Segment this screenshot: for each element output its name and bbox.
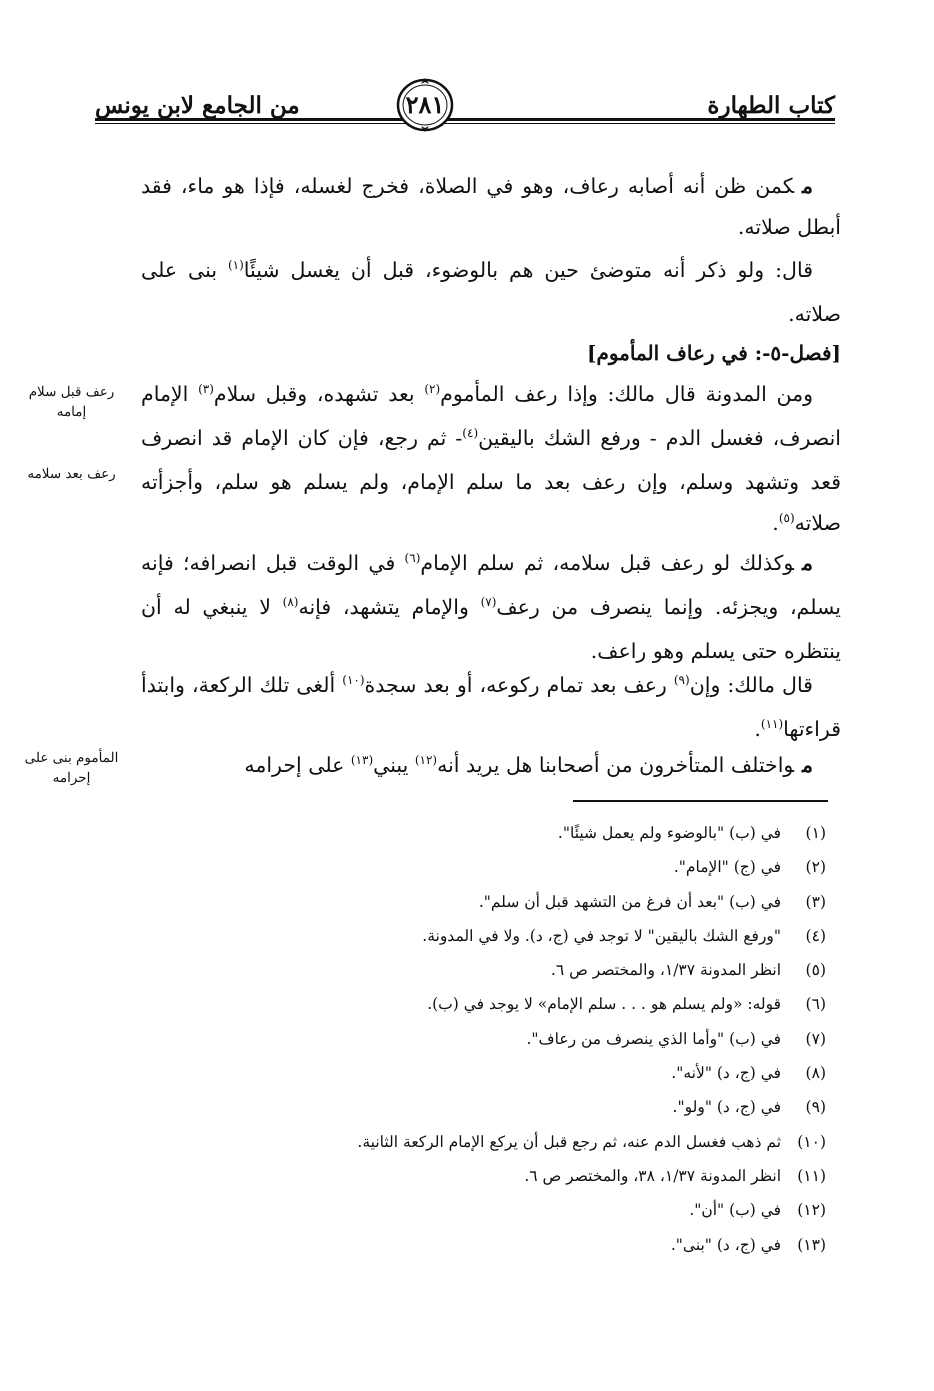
paragraph-text: الإمام انصرف، فغسل الدم - ورفع الشك باليقين	[141, 382, 841, 450]
footnote-number: (٤)	[805, 926, 826, 945]
paragraph-mark: م	[802, 551, 813, 575]
footnote-item	[266, 1228, 826, 1262]
paragraph-text: رعف بعد تمام ركوعه، أو بعد سجدة	[364, 673, 674, 697]
paragraph-text: والإمام يتشهد، فإنه	[298, 595, 481, 619]
paragraph-text: .	[772, 511, 779, 535]
footnote-text: في (ب) "وأما الذي ينصرف من رعاف".	[526, 1029, 782, 1048]
paragraph-6	[141, 745, 841, 789]
footnote-number: (٥)	[805, 961, 826, 980]
footnote-item	[266, 885, 826, 919]
footnote-ref: (١١)	[760, 717, 784, 731]
footnote-number: (١١)	[797, 1166, 826, 1185]
footnote-number: (١٣)	[797, 1235, 826, 1254]
footnote-item	[266, 953, 826, 987]
paragraph-text: - ثم رجع، فإن كان الإمام قد انصرف قعد وتشهد وسلم، وإن رعف بعد ما سلم الإمام، ولم يسلم هو سلم، وأجزأته صلاته	[141, 426, 841, 535]
footnote-ref: (٥)	[778, 511, 795, 525]
footnote-ref: (٨)	[282, 595, 299, 609]
footnote-text: انظر المدونة ١/٣٧، ٣٨، والمختصر ص ٦.	[524, 1166, 782, 1185]
footnote-ref: (٤)	[462, 426, 479, 440]
paragraph-text: .	[754, 717, 761, 741]
footnote-ref: (٧)	[480, 595, 497, 609]
page-number: ٢٨١	[405, 90, 445, 119]
paragraph-3	[141, 374, 841, 547]
footnote-number: (٢)	[805, 858, 826, 877]
paragraph-2	[141, 250, 841, 335]
source-title: من الجامع لابن يونس	[95, 92, 300, 119]
footnote-text: في (ج، د) "بنى".	[670, 1235, 782, 1254]
footnote-ref: (٩)	[673, 673, 690, 687]
footnote-ref: (٣)	[198, 382, 214, 396]
margin-note: رعف قبل سلام إمامه	[28, 384, 115, 420]
footnote-item	[266, 919, 826, 953]
paragraph-4	[141, 543, 841, 672]
footnote-text: ثم ذهب فغسل الدم عنه، ثم رجع قبل أن يركع الإمام الركعة الثانية.	[357, 1132, 782, 1151]
footnotes	[266, 816, 826, 1262]
paragraph-1	[141, 166, 841, 248]
margin-note: المأموم بنى على إحرامه	[24, 750, 119, 786]
footnote-number: (٦)	[805, 995, 826, 1014]
footnote-ref: (١٣)	[350, 753, 374, 767]
footnote-number: (٨)	[805, 1064, 826, 1083]
footnote-item	[266, 1056, 826, 1090]
page-number-badge	[395, 76, 455, 134]
section-heading: [فصل-٥-: في رعاف المأموم]	[587, 341, 841, 365]
footnote-text: في (ب) "بعد أن فرغ من التشهد قبل أن سلم".	[478, 892, 782, 911]
footnote-text: في (ب) "أن".	[689, 1201, 782, 1220]
paragraph-text: يبني	[373, 753, 415, 777]
book-title: كتاب الطهارة	[707, 92, 835, 119]
footnote-text: في (ج، د) "لأنه".	[671, 1064, 782, 1083]
footnote-number: (٧)	[805, 1029, 826, 1048]
footnote-text: "ورفع الشك باليقين" لا توجد في (ج، د). ولا في المدونة.	[422, 926, 782, 945]
footnote-item	[266, 1090, 826, 1124]
paragraph-text: على إحرامه	[244, 753, 351, 777]
header-rule-thin	[95, 123, 835, 124]
paragraph-text: وكذلك لو رعف قبل سلامه، ثم سلم الإمام	[420, 551, 794, 575]
paragraph-text: واختلف المتأخرون من أصحابنا هل يريد أنه	[437, 753, 795, 777]
footnote-text: في (ج) "الإمام".	[673, 858, 782, 877]
paragraph-mark: م	[802, 174, 813, 198]
footnote-ref: (٢)	[424, 382, 441, 396]
footnote-ref: (١٢)	[414, 753, 438, 767]
footnote-ref: (١٠)	[342, 673, 365, 687]
footnote-text: في (ج، د) "ولو".	[672, 1098, 782, 1117]
footnote-text: في (ب) "بالوضوء ولم يعمل شيئًا".	[557, 824, 782, 842]
paragraph-text: قال مالك: وإن	[689, 673, 813, 697]
paragraph-5	[141, 665, 841, 753]
footnote-item	[266, 987, 826, 1021]
footnote-ref: (٦)	[404, 551, 421, 565]
footnote-number: (٣)	[805, 892, 826, 911]
footnote-item	[266, 1125, 826, 1159]
footnote-number: (٩)	[805, 1098, 826, 1117]
footnote-separator	[573, 800, 828, 802]
paragraph-text: ومن المدونة قال مالك: وإذا رعف المأموم	[440, 382, 813, 406]
footnote-item	[266, 850, 826, 884]
footnote-ref: (١)	[227, 258, 244, 272]
header-rule	[95, 118, 835, 121]
paragraph-text: لا ينبغي له أن ينتظره حتى يسلم وهو راعف.	[141, 595, 841, 663]
footnote-text: انظر المدونة ١/٣٧، والمختصر ص ٦.	[550, 961, 782, 980]
margin-note: رعف بعد سلامه	[27, 466, 116, 482]
footnote-item	[266, 816, 826, 850]
paragraph-mark: م	[802, 753, 813, 777]
paragraph-text: بعد تشهده، وقبل سلام	[213, 382, 425, 406]
paragraph-text: قال: ولو ذكر أنه متوضئ حين هم بالوضوء، قبل أن يغسل شيئًا	[243, 258, 813, 282]
paragraph-text: ألغى تلك الركعة، وابتدأ قراءتها	[141, 673, 841, 741]
page-header	[95, 88, 835, 128]
paragraph-text: كمن ظن أنه أصابه رعاف، وهو في الصلاة، فخرج لغسله، فإذا هو ماء، فقد أبطل صلاته.	[141, 174, 841, 239]
footnote-number: (١٢)	[797, 1201, 826, 1220]
paragraph-text: في الوقت قبل انصرافه؛ فإنه يسلم، ويجزئه. وإنما ينصرف من رعف	[141, 551, 841, 619]
footnote-item	[266, 1022, 826, 1056]
footnote-number: (١)	[805, 824, 826, 842]
footnote-text: قوله: «ولم يسلم هو . . . سلم الإمام» لا يوجد في (ب).	[427, 995, 782, 1014]
footnote-number: (١٠)	[797, 1132, 826, 1151]
footnote-item	[266, 1193, 826, 1227]
paragraph-text: بنى على صلاته.	[141, 258, 841, 326]
footnote-item	[266, 1159, 826, 1193]
